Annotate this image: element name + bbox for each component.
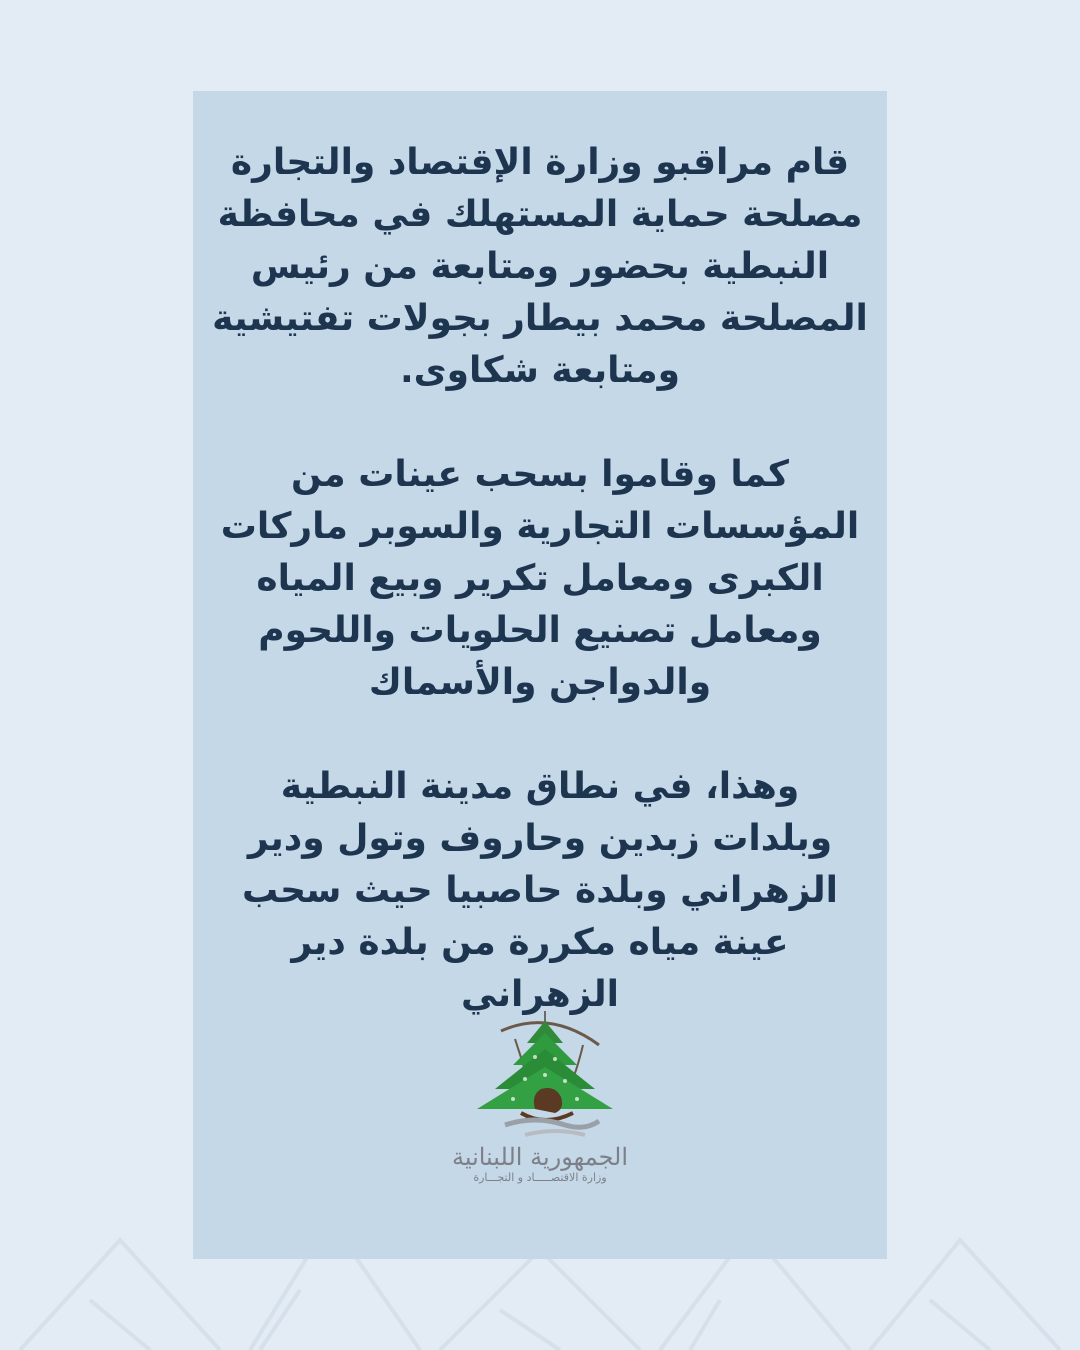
post-text	[211, 137, 869, 1021]
logo-title: الجمهورية اللبنانية	[451, 1143, 629, 1171]
ministry-logo	[193, 1009, 887, 1199]
paragraph-locations	[211, 761, 869, 1021]
text-line: عينة مياه مكررة من بلدة دير	[291, 922, 789, 963]
text-line: الكبرى ومعامل تكرير وبيع المياه	[256, 558, 824, 599]
text-line: ومعامل تصنيع الحلويات واللحوم	[258, 610, 822, 651]
text-line: كما وقاموا بسحب عينات من	[291, 454, 789, 495]
text-line: الزهراني وبلدة حاصبيا حيث سحب	[241, 870, 839, 911]
content-card	[193, 91, 887, 1259]
text-line: قام مراقبو وزارة الإقتصاد والتجارة	[230, 142, 850, 183]
cedar-ship-icon	[465, 1009, 615, 1141]
text-line: مصلحة حماية المستهلك في محافظة	[217, 194, 863, 235]
paragraph-samples	[211, 449, 869, 709]
text-line: المصلحة محمد بيطار بجولات تفتيشية	[212, 298, 868, 339]
text-line: المؤسسات التجارية والسوبر ماركات	[220, 506, 860, 547]
text-line: ومتابعة شكاوى.	[400, 350, 680, 391]
logo-subtitle: وزارة الاقتصـــــاد و التجـــارة	[473, 1171, 607, 1184]
text-line: الزهراني	[461, 974, 619, 1015]
text-line: النبطية بحضور ومتابعة من رئيس	[250, 246, 830, 287]
paragraph-inspections	[211, 137, 869, 397]
text-line: وهذا، في نطاق مدينة النبطية	[280, 766, 800, 807]
text-line: والدواجن والأسماك	[368, 662, 712, 703]
text-line: وبلدات زبدين وحاروف وتول ودير	[247, 818, 833, 859]
